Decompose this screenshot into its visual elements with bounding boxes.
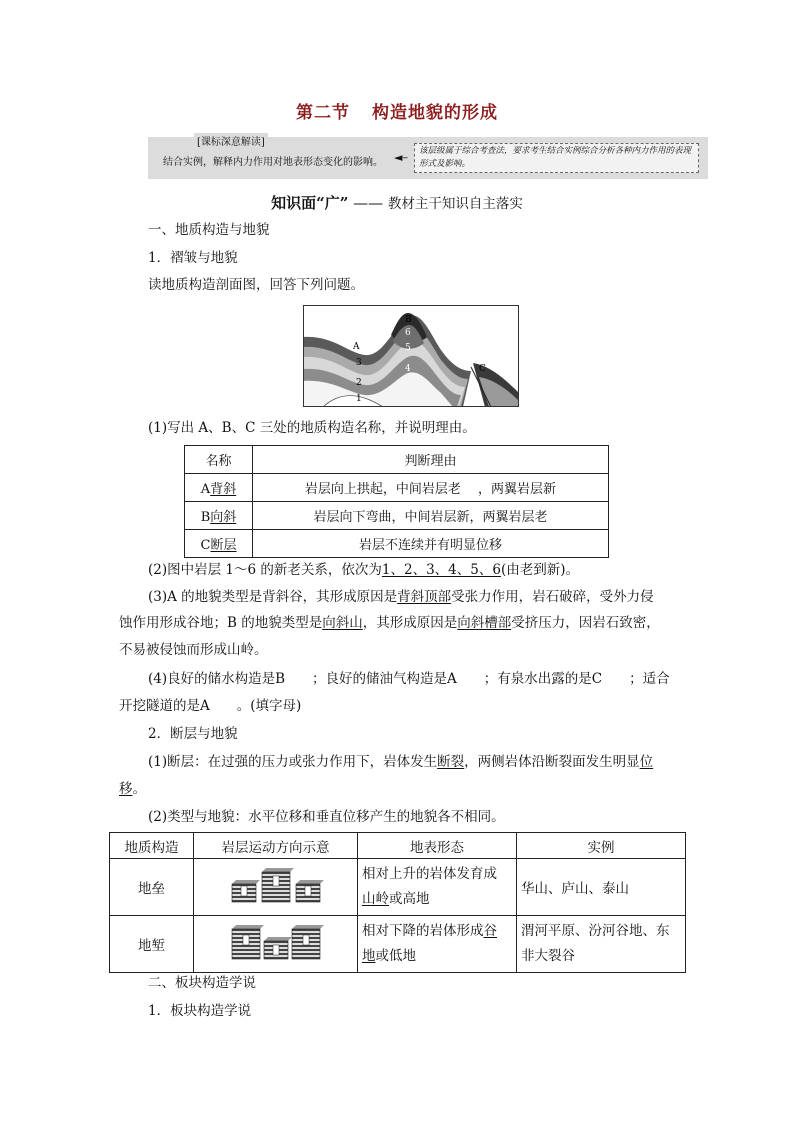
heading-fault: 2．断层与地貌: [148, 726, 238, 742]
fault-types-intro: (2)类型与地貌：水平位移和垂直位移产生的地貌各不相同。: [148, 809, 505, 825]
section-heading: 知识面“广” —— 教材主干知识自主落实: [271, 194, 523, 212]
fault-definition-line-1: (1)断层：在过强的压力或张力作用下，岩体发生断裂，两侧岩体沿断裂面发生明显位: [148, 754, 654, 770]
layer-label-1: 1: [356, 394, 362, 404]
table-header-row: [110, 833, 686, 859]
header-reason: 判断理由: [253, 446, 609, 474]
answer-anticline: 背斜: [210, 482, 237, 497]
header-structure: 地质构造: [110, 833, 194, 859]
graben-name: 地堑: [110, 916, 194, 973]
table-header-row: [185, 446, 609, 474]
label-b: B: [405, 315, 412, 325]
curriculum-tag: [课标深意解读]: [194, 133, 268, 148]
header-form: 地表形态: [358, 833, 517, 859]
header-motion: 岩层运动方向示意: [194, 833, 358, 859]
question-3-line-2: 蚀作用形成谷地；B 的地貌类型是向斜山，其形成原因是向斜槽部受挤压力，因岩石致密，: [119, 615, 660, 631]
question-3-line-1: (3)A 的地貌类型是背斜谷，其形成原因是背斜顶部受张力作用，岩石破碎，受外力侵: [148, 589, 654, 605]
label-a: A: [353, 342, 360, 352]
fault-definition-line-2: 移。: [119, 781, 146, 797]
horst-name: 地垒: [110, 859, 194, 916]
fold-structure-table: [184, 445, 609, 558]
heading-fold: 1．褶皱与地貌: [148, 250, 238, 266]
heading-geology-landform: 一、地质构造与地貌: [148, 222, 270, 238]
heading-plate-tectonics: 二、板块构造学说: [148, 975, 256, 991]
question-3-line-3: 不易被侵蚀而形成山岭。: [119, 642, 268, 658]
answer-fault: 断层: [210, 538, 237, 553]
layer-label-5: 5: [405, 343, 411, 353]
reason-cell: 岩层不连续并有明显位移: [253, 530, 609, 558]
reason-cell: 岩层向上拱起，中间岩层老 ，两翼岩层新: [253, 474, 609, 502]
table-row: B向斜 岩层向下弯曲，中间岩层新，两翼岩层老: [185, 502, 609, 530]
layer-label-3: 3: [356, 358, 362, 368]
fault-landform-table: [109, 832, 686, 973]
table-row: A背斜 岩层向上拱起，中间岩层老 ，两翼岩层新: [185, 474, 609, 502]
horst-landform: 相对上升的岩体发育成 山岭或高地: [358, 859, 517, 916]
question-2: (2)图中岩层 1～6 的新老关系，依次为1、2、3、4、5、6(由老到新)。: [148, 562, 579, 578]
horst-example: 华山、庐山、泰山: [517, 859, 686, 916]
horst-diagram: [228, 864, 324, 906]
reason-cell: 岩层向下弯曲，中间岩层新，两翼岩层老: [253, 502, 609, 530]
question-4-line-1: (4)良好的储水构造是B ；良好的储油气构造是A ；有泉水出露的是C ；适合: [148, 671, 670, 687]
heading-plate-theory: 1．板块构造学说: [148, 1003, 252, 1019]
graben-example: 渭河平原、汾河谷地、东 非大裂谷: [517, 916, 686, 973]
table-row: C断层 岩层不连续并有明显位移: [185, 530, 609, 558]
layer-label-4: 4: [405, 364, 411, 374]
label-c: C: [479, 364, 486, 374]
table-row: [110, 916, 686, 973]
header-example: 实例: [517, 833, 686, 859]
question-1: (1)写出 A、B、C 三处的地质构造名称，并说明理由。: [148, 420, 476, 436]
question-4-line-2: 开挖隧道的是A 。(填字母): [119, 698, 302, 714]
table-row: [110, 859, 686, 916]
page-title: 第二节 构造地貌的形成: [296, 103, 498, 123]
graben-diagram: [228, 921, 324, 963]
layer-label-6: 6: [405, 328, 411, 338]
graben-landform: 相对下降的岩体形成谷 地或低地: [358, 916, 517, 973]
curriculum-note: 该层级属于综合考查法，要求考生结合实例综合分析各种内力作用的表现形式及影响。: [414, 143, 699, 173]
answer-syncline: 向斜: [210, 510, 237, 525]
header-name: 名称: [185, 446, 253, 474]
read-figure-instruction: 读地质构造剖面图，回答下列问题。: [148, 277, 364, 293]
layer-label-2: 2: [356, 378, 362, 388]
curriculum-standard: 结合实例，解释内力作用对地表形态变化的影响。: [163, 157, 383, 168]
arrow-left-icon: ◄–: [394, 151, 408, 164]
geologic-cross-section: [303, 305, 519, 407]
